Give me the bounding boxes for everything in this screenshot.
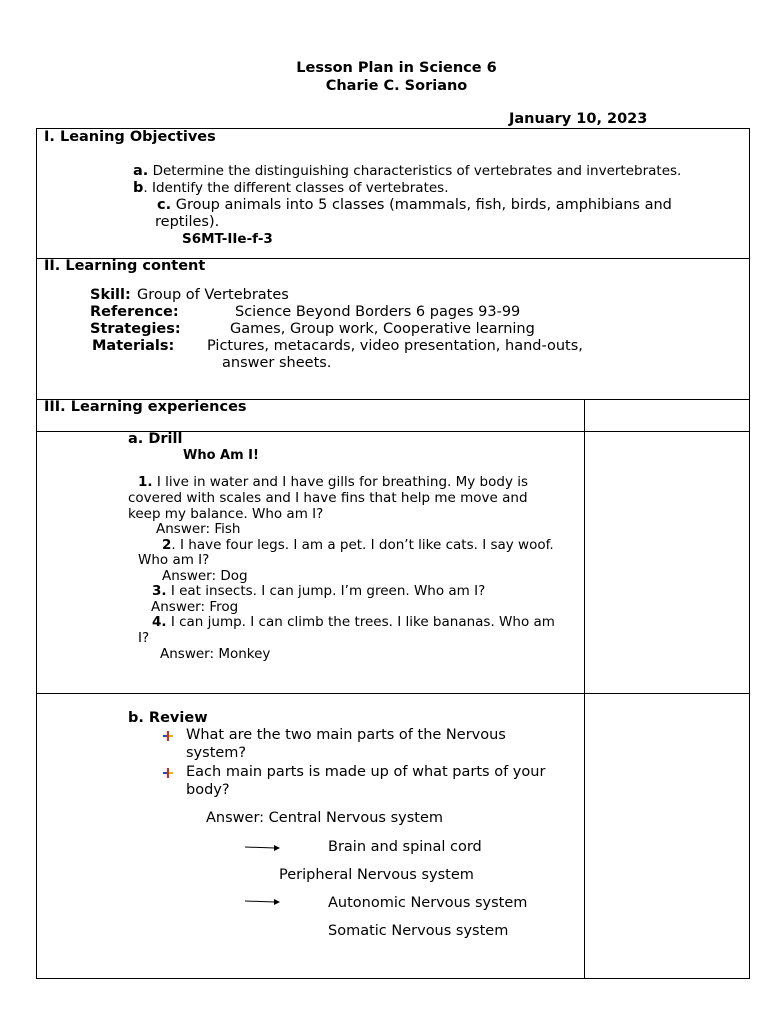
- strategies-value: Games, Group work, Cooperative learning: [230, 321, 535, 337]
- drill-answer-3: Answer: Frog: [151, 599, 239, 615]
- review-question-2-line1: Each main parts is made up of what parts of your: [186, 764, 546, 780]
- objective-c-text-line2: reptiles).: [155, 214, 220, 230]
- materials-label: Materials:: [92, 338, 175, 354]
- drill-answer-2: Answer: Dog: [162, 568, 248, 584]
- drill-q3-num: 3.: [152, 583, 167, 599]
- arrow-right-icon: [245, 843, 281, 853]
- review-question-2-line2: body?: [186, 782, 230, 798]
- review-question-1-line1: What are the two main parts of the Nervous: [186, 727, 506, 743]
- page-title: Lesson Plan in Science 6: [296, 60, 497, 76]
- drill-q2-line1: . I have four legs. I am a pet. I don’t like cats. I say woof.: [171, 537, 554, 553]
- drill-q3-text: I eat insects. I can jump. I’m green. Who am I?: [170, 583, 486, 599]
- experiences-heading: III. Learning experiences: [44, 399, 247, 415]
- objective-c: [157, 197, 672, 213]
- review-label: b. Review: [128, 710, 208, 726]
- drill-q4-line1: I can jump. I can climb the trees. I like bananas. Who am: [170, 614, 555, 630]
- competency-code: S6MT-IIe-f-3: [182, 231, 273, 247]
- drill-q1-line2: covered with scales and I have fins that help me move and: [128, 490, 528, 506]
- drill-q3: [152, 583, 485, 599]
- pns-part-1: Autonomic Nervous system: [328, 895, 528, 911]
- drill-q1-line1: I live in water and I have gills for breathing. My body is: [156, 474, 529, 490]
- lesson-date: January 10, 2023: [509, 111, 648, 127]
- objective-b-text: . Identify the different classes of vertebrates.: [143, 180, 449, 196]
- drill-q4: [152, 614, 555, 630]
- objective-a-text: Determine the distinguishing characteristics of vertebrates and invertebrates.: [152, 163, 682, 179]
- reference-value: Science Beyond Borders 6 pages 93-99: [235, 304, 521, 320]
- objective-a-marker: a.: [133, 163, 149, 179]
- drill-answer-1: Answer: Fish: [156, 521, 241, 537]
- drill-q4-num: 4.: [152, 614, 167, 630]
- drill-q4-line2: I?: [138, 630, 150, 646]
- arrow-right-icon: [245, 897, 281, 907]
- row-divider-2: [36, 693, 750, 694]
- pns-part-2: Somatic Nervous system: [328, 923, 509, 939]
- drill-label: a. Drill: [128, 431, 183, 447]
- objective-b: [133, 180, 449, 196]
- drill-q1-num: 1.: [138, 474, 153, 490]
- pns-label: Peripheral Nervous system: [279, 867, 474, 883]
- reference-label: Reference:: [90, 304, 179, 320]
- bullet-icon: [163, 731, 173, 741]
- column-divider: [584, 399, 585, 979]
- drill-q2: [162, 537, 554, 553]
- drill-answer-4: Answer: Monkey: [160, 646, 271, 662]
- drill-q2-num: 2: [162, 537, 172, 553]
- content-heading: II. Learning content: [44, 258, 206, 274]
- strategies-label: Strategies:: [90, 321, 181, 337]
- skill-value: Group of Vertebrates: [137, 287, 289, 303]
- materials-line2: answer sheets.: [222, 355, 332, 371]
- objective-b-marker: b: [133, 180, 144, 196]
- drill-q2-line2: Who am I?: [138, 552, 210, 568]
- objective-c-text-line1: Group animals into 5 classes (mammals, fish, birds, amphibians and: [175, 197, 672, 213]
- drill-subtitle: Who Am I!: [183, 448, 259, 463]
- objective-c-marker: c.: [157, 197, 172, 213]
- bullet-icon: [163, 768, 173, 778]
- skill-label: Skill:: [90, 287, 131, 303]
- materials-line1: Pictures, metacards, video presentation, hand-outs,: [207, 338, 583, 354]
- author-name: Charie C. Soriano: [325, 78, 468, 94]
- drill-q1-line3: keep my balance. Who am I?: [128, 506, 324, 522]
- objectives-heading: I. Leaning Objectives: [44, 129, 216, 145]
- drill-q1: [138, 474, 528, 490]
- review-answer-intro: Answer: Central Nervous system: [206, 810, 444, 826]
- cns-part: Brain and spinal cord: [328, 839, 482, 855]
- review-question-1-line2: system?: [186, 745, 247, 761]
- objective-a: [133, 163, 681, 179]
